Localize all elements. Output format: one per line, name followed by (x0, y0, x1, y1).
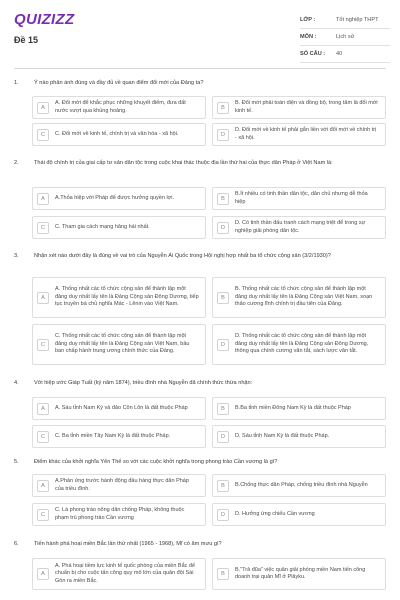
option-d[interactable] (212, 503, 386, 526)
question-1 (14, 79, 386, 87)
option-d[interactable] (212, 216, 386, 239)
option-c[interactable] (32, 123, 206, 146)
option-letter: D (217, 431, 229, 443)
option-letter: D (217, 339, 229, 351)
option-letter: B (217, 102, 229, 114)
option-letter: D (217, 129, 229, 141)
question-5 (14, 458, 386, 466)
option-letter: B (217, 568, 229, 580)
meta-key: MÔN : (300, 34, 317, 40)
question-text: Thái độ chính trị của giai cấp tư sản dân tộc trong cuộc khai thác thuộc địa lần thứ hai của thực dân Pháp ở Việt Nam là: (34, 160, 333, 166)
option-a[interactable] (32, 397, 206, 420)
option-text: D. Đổi mới về kinh tế phải gắn liền với đổi mới về chính trị - xã hội. (235, 127, 377, 141)
option-b[interactable] (212, 96, 386, 119)
meta-value: Tốt nghiệp THPT (336, 17, 379, 23)
meta-row-class (300, 12, 390, 29)
question-number: 1. (14, 80, 19, 86)
option-letter: A (37, 193, 49, 205)
option-letter: C (37, 431, 49, 443)
option-b[interactable] (212, 558, 386, 590)
exam-meta (300, 12, 390, 63)
option-text: B.Chống thực dân Pháp, chống triều đình nhà Nguyễn (235, 481, 368, 488)
question-text: Ý nào phản ánh đúng và đầy đủ về quan điểm đổi mới của Đảng ta? (34, 80, 204, 86)
page-header (0, 0, 400, 70)
meta-row-count (300, 46, 390, 63)
option-d[interactable] (212, 123, 386, 146)
question-number: 3. (14, 253, 19, 259)
option-text: D. Sáu tỉnh Nam Kỳ là đất thuộc Pháp. (235, 432, 330, 439)
option-text: A. Phá hoại tiềm lực kinh tế quốc phòng của miền Bắc để chuẩn bị cho cuộc tấn công quy mô lớn của quân đội Sài Gòn ra miền Bắc. (55, 562, 196, 584)
option-text: D. Có tinh thần đấu tranh cách mạng triệt để trong sự nghiệp giải phóng dân tộc. (235, 220, 366, 234)
option-a[interactable] (32, 96, 206, 119)
option-text: A. Đổi mới để khắc phục những khuyết điểm, đưa đất nước vượt qua khủng hoảng. (55, 100, 186, 114)
option-text: C. Thống nhất các tổ chức cộng sản để thành lập một đảng duy nhất lấy tên là Đảng Cộng sản Việt Nam, bầu ban chấp hành trung ương chính thức của Đảng. (55, 333, 190, 355)
option-letter: B (217, 480, 229, 492)
question-text: Tiến hành phá hoại miền Bắc lần thứ nhất (1965 - 1968), Mĩ có âm mưu gì? (34, 541, 222, 547)
question-number: 2. (14, 160, 19, 166)
option-text: B.Ba tỉnh miền Đông Nam Kỳ là đất thuộc Pháp (235, 404, 351, 411)
option-c[interactable] (32, 324, 206, 365)
meta-value: Lịch sử (336, 34, 355, 40)
option-letter: B (217, 403, 229, 415)
quizizz-logo: QUIZIZZ (14, 11, 75, 28)
option-letter: A (37, 292, 49, 304)
option-b[interactable] (212, 187, 386, 210)
option-letter: A (37, 568, 49, 580)
question-6 (14, 540, 386, 548)
option-a[interactable] (32, 558, 206, 590)
meta-key: SỐ CÂU : (300, 51, 326, 57)
exam-title: Đề 15 (14, 35, 39, 45)
option-text: D. Hưởng ứng chiếu Cần vương (235, 510, 315, 517)
option-letter: B (217, 292, 229, 304)
option-text: A. Sáu tỉnh Nam Kỳ và đảo Côn Lôn là đất thuộc Pháp (55, 404, 188, 411)
question-text: Nhận xét nào dưới đây là đúng về vai trò của Nguyễn Ái Quốc trong Hội nghị hợp nhất ba tổ chức cộng sản (3/2/1930)? (34, 253, 331, 259)
option-text: B."Trả đũa" việc quân giải phóng miền Nam tiến công doanh trại quân Mĩ ở Plâyku. (235, 566, 366, 580)
option-letter: D (217, 509, 229, 521)
option-letter: C (37, 339, 49, 351)
option-text: B. Đổi mới phải toàn diện và đồng bộ, trong tâm là đổi mới kinh tế. (235, 100, 378, 114)
option-letter: C (37, 509, 49, 521)
question-2 (14, 159, 386, 167)
option-letter: B (217, 193, 229, 205)
option-c[interactable] (32, 425, 206, 448)
option-letter: C (37, 129, 49, 141)
question-number: 5. (14, 459, 19, 465)
option-a[interactable] (32, 187, 206, 210)
option-text: D. Thống nhất các tổ chức cộng sản để thành lập một đảng duy nhất lấy tên là Đảng Cộng sản Đông Dương, thông qua chính cương văn tắt, sách lược văn tắt. (235, 333, 369, 355)
option-letter: A (37, 480, 49, 492)
option-a[interactable] (32, 277, 206, 318)
option-text: C. Tham gia cách mạng hăng hái nhất. (55, 223, 150, 230)
option-text: B. Thống nhất các tổ chức cộng sản để thành lập một đảng duy nhất lấy tên là Đảng Cộng sản Việt Nam, soạn thảo cương lĩnh chính trị đầu tiên của Đảng. (235, 286, 373, 308)
question-3 (14, 252, 386, 260)
question-number: 6. (14, 541, 19, 547)
option-letter: A (37, 403, 49, 415)
meta-row-subject (300, 29, 390, 46)
header-divider (14, 68, 386, 69)
question-4 (14, 379, 386, 387)
question-text: Với hiệp ước Giáp Tuất (ký năm 1874), triều đình nhà Nguyễn đã chính thức thừa nhận: (34, 380, 253, 386)
option-text: A. Thống nhất các tổ chức cộng sản để thành lập một đảng duy nhất lấy tên là Đảng Cộng sản Đông Dương, tiếp tục truyền bá chủ nghĩa Mác - Lênin vào Việt Nam. (55, 286, 199, 308)
option-b[interactable] (212, 474, 386, 497)
option-text: C. Ba tỉnh miền Tây Nam Kỳ là đất thuộc Pháp. (55, 432, 171, 439)
option-b[interactable] (212, 277, 386, 318)
option-letter: D (217, 222, 229, 234)
meta-value: 40 (336, 51, 343, 57)
question-text: Điểm khác của khởi nghĩa Yên Thế so với các cuộc khởi nghĩa trong phong trào Cần vương là gì? (34, 459, 278, 465)
option-a[interactable] (32, 474, 206, 497)
option-c[interactable] (32, 503, 206, 526)
option-letter: A (37, 102, 49, 114)
option-b[interactable] (212, 397, 386, 420)
option-text: B.Ít nhiều có tinh thần dân tộc, dân chủ nhưng dễ thỏa hiệp (235, 191, 368, 205)
option-text: C. Là phong trào nông dân chống Pháp, không thuộc phạm trù phong trào Cần vương (55, 507, 185, 521)
option-c[interactable] (32, 216, 206, 239)
option-text: A.Thỏa hiệp với Pháp để được hưởng quyền lợi. (55, 194, 175, 201)
option-letter: C (37, 222, 49, 234)
option-d[interactable] (212, 324, 386, 365)
option-d[interactable] (212, 425, 386, 448)
option-text: A.Phản ứng trước hành động đầu hàng thực dân Pháp của triều đình. (55, 478, 189, 492)
option-text: C. Đổi mới về kinh tế, chính trị và văn hóa - xã hội. (55, 130, 179, 137)
question-number: 4. (14, 380, 19, 386)
meta-key: LỚP : (300, 17, 316, 23)
